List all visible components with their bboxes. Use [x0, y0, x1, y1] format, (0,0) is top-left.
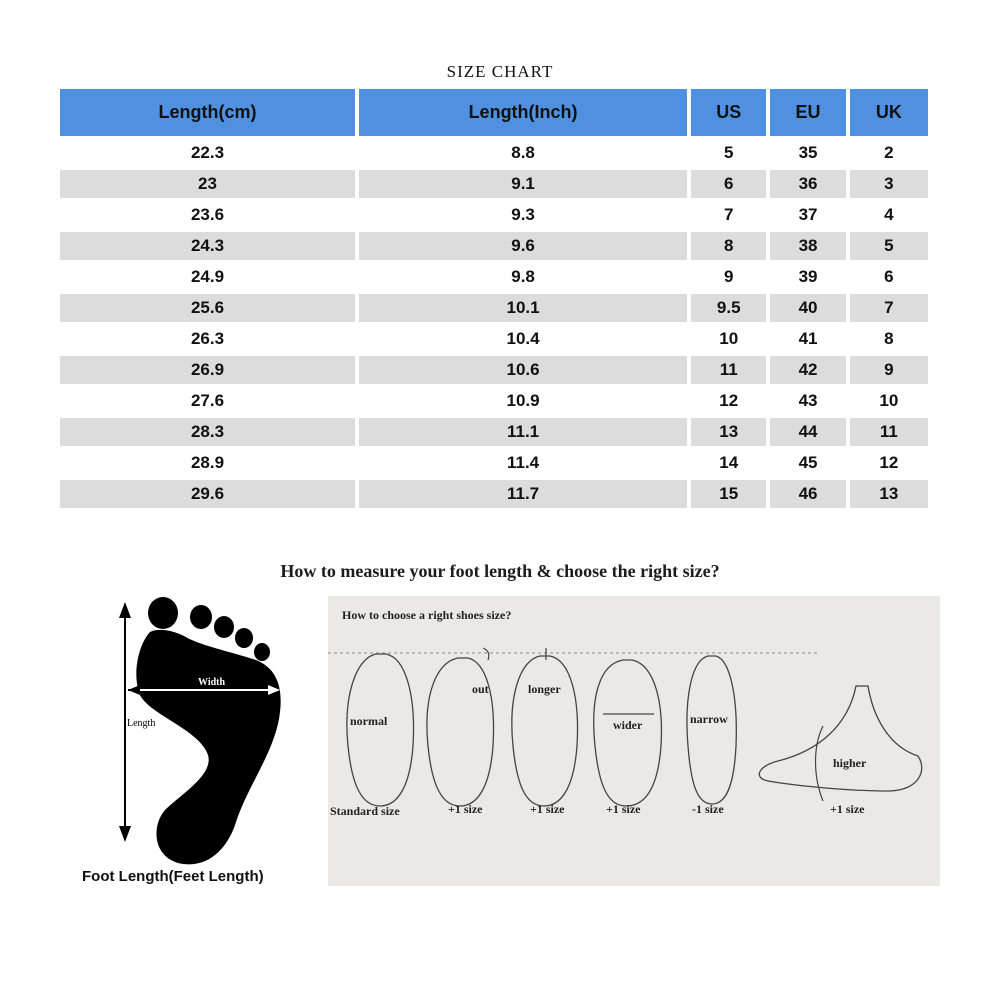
cell-length-cm: 28.3 [60, 418, 355, 446]
cell-uk: 10 [879, 391, 899, 410]
cell-us: 7 [724, 205, 734, 224]
label-narrow: narrow [690, 712, 728, 726]
size-narrow: -1 size [692, 802, 724, 816]
size-table [56, 86, 932, 511]
cell-length-inch: 8.8 [511, 143, 535, 162]
table-row [60, 449, 928, 477]
table-row [60, 294, 928, 322]
cell-eu: 39 [798, 267, 818, 286]
table-row [60, 325, 928, 353]
table-row [60, 356, 928, 384]
cell-us: 10 [719, 329, 739, 348]
cell-uk: 7 [850, 294, 928, 322]
table-header-row [60, 89, 928, 136]
shoe-sketches [328, 596, 940, 886]
col-eu: EU [770, 89, 845, 136]
foot-sketch-higher [759, 686, 921, 791]
big-toe [148, 597, 178, 629]
cell-length-cm: 25.6 [60, 294, 355, 322]
cell-eu: 44 [770, 418, 845, 446]
label-out: out [472, 682, 489, 696]
toe-5 [254, 643, 270, 661]
cell-length-cm: 27.6 [190, 391, 225, 410]
table-row [60, 480, 928, 508]
cell-uk: 3 [850, 170, 928, 198]
col-uk: UK [850, 89, 928, 136]
cell-eu: 45 [798, 453, 818, 472]
shoe-guide-panel [328, 596, 940, 886]
cell-length-cm: 26.3 [190, 329, 225, 348]
table-row [60, 170, 928, 198]
table-row [60, 201, 928, 229]
cell-uk: 8 [884, 329, 894, 348]
cell-us: 5 [724, 143, 734, 162]
cell-eu: 36 [770, 170, 845, 198]
size-longer: +1 size [530, 802, 565, 816]
cell-length-inch: 10.1 [359, 294, 687, 322]
cell-length-inch: 9.8 [511, 267, 535, 286]
cell-us: 9 [724, 267, 734, 286]
cell-length-inch: 11.1 [359, 418, 687, 446]
cell-length-cm: 29.6 [60, 480, 355, 508]
toe-2 [190, 605, 212, 629]
cell-us: 12 [719, 391, 739, 410]
col-us: US [691, 89, 766, 136]
cell-eu: 46 [770, 480, 845, 508]
cell-uk: 5 [850, 232, 928, 260]
cell-uk: 9 [850, 356, 928, 384]
cell-us: 11 [691, 356, 766, 384]
cell-length-cm: 23.6 [190, 205, 225, 224]
cell-length-inch: 10.4 [506, 329, 540, 348]
cell-length-cm: 28.9 [190, 453, 225, 472]
width-label: Width [198, 677, 226, 688]
cell-us: 15 [691, 480, 766, 508]
cell-uk: 12 [879, 453, 899, 472]
size-wider: +1 size [606, 802, 641, 816]
toe-3 [214, 616, 234, 638]
table-row [60, 139, 928, 167]
cell-length-cm: 22.3 [190, 143, 225, 162]
shoe-guide-title: How to choose a right shoes size? [342, 608, 512, 622]
length-label: Length [127, 718, 156, 729]
cell-length-inch: 10.9 [506, 391, 540, 410]
cell-uk: 11 [850, 418, 928, 446]
cell-eu: 42 [770, 356, 845, 384]
foot-sketch-narrow [687, 656, 736, 804]
measure-title: How to measure your foot length & choose the right size? [280, 561, 720, 581]
col-length-cm: Length(cm) [60, 89, 355, 136]
cell-length-inch: 9.1 [359, 170, 687, 198]
size-higher: +1 size [830, 802, 865, 816]
cell-eu: 41 [798, 329, 818, 348]
toe-4 [235, 628, 253, 648]
table-row [60, 387, 928, 415]
table-row [60, 263, 928, 291]
foot-sketch-wider [594, 660, 662, 806]
col-length-inch: Length(Inch) [359, 89, 687, 136]
cell-uk: 2 [884, 143, 894, 162]
cell-us: 9.5 [691, 294, 766, 322]
cell-length-inch: 9.6 [359, 232, 687, 260]
foot-sketch-longer [512, 656, 578, 806]
cell-eu: 38 [770, 232, 845, 260]
cell-us: 14 [719, 453, 739, 472]
cell-length-inch: 11.7 [359, 480, 687, 508]
cell-length-inch: 10.6 [359, 356, 687, 384]
foot-sketch-normal [347, 654, 414, 806]
cell-us: 13 [691, 418, 766, 446]
cell-length-inch: 11.4 [506, 453, 540, 472]
cell-eu: 40 [770, 294, 845, 322]
label-normal: normal [350, 714, 388, 728]
cell-eu: 43 [798, 391, 818, 410]
size-chart-title: SIZE CHART [446, 62, 554, 81]
foot-sketch-out [427, 658, 494, 806]
foot-sole [136, 630, 280, 864]
size-normal: Standard size [330, 804, 400, 818]
cell-us: 6 [691, 170, 766, 198]
cell-eu: 37 [798, 205, 818, 224]
cell-uk: 13 [850, 480, 928, 508]
cell-length-cm: 26.9 [60, 356, 355, 384]
label-wider: wider [613, 718, 643, 732]
foot-caption: Foot Length(Feet Length) [82, 868, 264, 885]
cell-length-cm: 24.9 [190, 267, 225, 286]
table-row [60, 418, 928, 446]
cell-uk: 6 [884, 267, 894, 286]
size-out: +1 size [448, 802, 483, 816]
cell-eu: 35 [798, 143, 818, 162]
label-higher: higher [833, 756, 867, 770]
table-row [60, 232, 928, 260]
cell-length-inch: 9.3 [511, 205, 535, 224]
cell-length-cm: 23 [60, 170, 355, 198]
cell-us: 8 [691, 232, 766, 260]
cell-length-cm: 24.3 [60, 232, 355, 260]
cell-uk: 4 [884, 205, 894, 224]
foot-diagram [80, 590, 325, 890]
label-longer: longer [528, 682, 561, 696]
